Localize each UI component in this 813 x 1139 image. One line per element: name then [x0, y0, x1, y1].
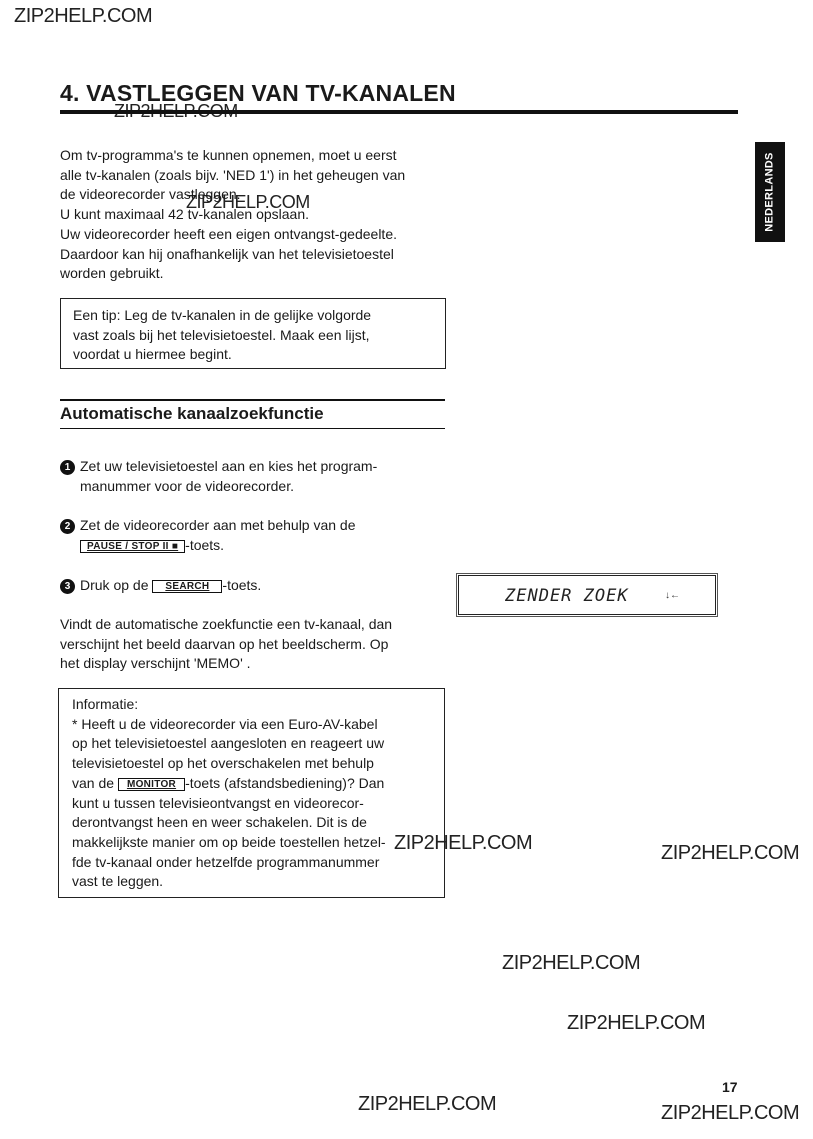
step-3	[60, 575, 261, 595]
info-line: van de	[72, 774, 115, 791]
tip-line: vast zoals bij het televisietoestel. Maak een lijst,	[73, 326, 370, 343]
info-line: kunt u tussen televisieontvangst en videorecor-	[72, 794, 364, 811]
result-paragraph	[60, 615, 392, 674]
intro-line: Uw videorecorder heeft een eigen ontvangst-gedeelte.	[60, 225, 397, 242]
result-line: Vindt de automatische zoekfunctie een tv-kanaal, dan	[60, 616, 393, 632]
step-text: Druk op de	[80, 577, 149, 593]
section-rule-top	[60, 399, 445, 401]
info-line: vast te leggen.	[72, 873, 164, 890]
step-text: -toets.	[185, 537, 225, 553]
tip-line: Een tip: Leg de tv-kanalen in de gelijke volgorde	[73, 307, 372, 323]
info-line: makkelijkste manier om op beide toestellen hetzel-	[72, 833, 386, 850]
tip-line: voordat u hiermee begint.	[73, 346, 232, 363]
info-line: derontvangst heen en weer schakelen. Dit is de	[72, 814, 367, 831]
step-number-badge: 2	[60, 519, 75, 534]
step-text: manummer voor de videorecorder.	[80, 478, 294, 494]
step-text: -toets.	[222, 577, 262, 593]
intro-line: alle tv-kanalen (zoals bijv. 'NED 1') in het geheugen van	[60, 166, 406, 183]
info-heading: Informatie:	[72, 696, 139, 712]
info-line: fde tv-kanaal onder hetzelfde programmanummer	[72, 853, 380, 870]
info-line: -toets (afstandsbediening)? Dan	[185, 774, 385, 791]
language-tab-label: NEDERLANDS	[764, 152, 776, 232]
result-line: verschijnt het beeld daarvan op het beeldscherm. Op	[60, 635, 389, 652]
step-1	[60, 456, 377, 496]
display-indicator-icon: ↓←	[665, 590, 680, 601]
pause-stop-key: PAUSE / STOP II ■	[80, 540, 185, 553]
search-key: SEARCH	[152, 580, 222, 593]
intro-line: Om tv-programma's te kunnen opnemen, moet u eerst	[60, 147, 397, 163]
language-tab	[755, 142, 785, 242]
step-text: Zet uw televisietoestel aan en kies het program-	[80, 458, 378, 474]
watermark: ZIP2HELP.COM	[394, 832, 533, 854]
step-2	[60, 515, 356, 555]
section-title: Automatische kanaalzoekfunctie	[60, 404, 324, 423]
tip-box	[60, 298, 446, 369]
title-rule	[60, 110, 738, 114]
watermark: ZIP2HELP.COM	[502, 952, 641, 974]
watermark: ZIP2HELP.COM	[567, 1012, 706, 1034]
info-line: televisietoestel op het overschakelen met behulp	[72, 755, 374, 772]
step-text: Zet de videorecorder aan met behulp van de	[80, 517, 356, 533]
info-line: * Heeft u de videorecorder via een Euro-AV-kabel	[72, 715, 378, 732]
vcr-display	[458, 575, 716, 615]
display-text: ZENDER ZOEK	[505, 586, 629, 606]
chapter-title: 4. VASTLEGGEN VAN TV-KANALEN	[60, 80, 456, 106]
watermark: ZIP2HELP.COM	[14, 5, 153, 27]
watermark: ZIP2HELP.COM	[358, 1093, 497, 1115]
step-number-badge: 1	[60, 460, 75, 475]
intro-paragraph	[60, 146, 405, 284]
monitor-key: MONITOR	[118, 778, 185, 791]
intro-line: worden gebruikt.	[60, 265, 164, 282]
watermark: ZIP2HELP.COM	[186, 192, 310, 212]
info-line: op het televisietoestel aangesloten en reageert uw	[72, 735, 385, 752]
page-number: 17	[722, 1079, 738, 1095]
intro-line: de videorecorder vastleggen.	[60, 186, 241, 203]
watermark: ZIP2HELP.COM	[661, 1102, 800, 1124]
intro-line: Daardoor kan hij onafhankelijk van het televisietoestel	[60, 245, 394, 262]
step-number-badge: 3	[60, 579, 75, 594]
section-rule-bottom	[60, 428, 445, 429]
watermark: ZIP2HELP.COM	[661, 842, 800, 864]
intro-line: U kunt maximaal 42 tv-kanalen opslaan.	[60, 206, 310, 223]
result-line: het display verschijnt 'MEMO' .	[60, 655, 251, 672]
info-box	[58, 688, 445, 898]
